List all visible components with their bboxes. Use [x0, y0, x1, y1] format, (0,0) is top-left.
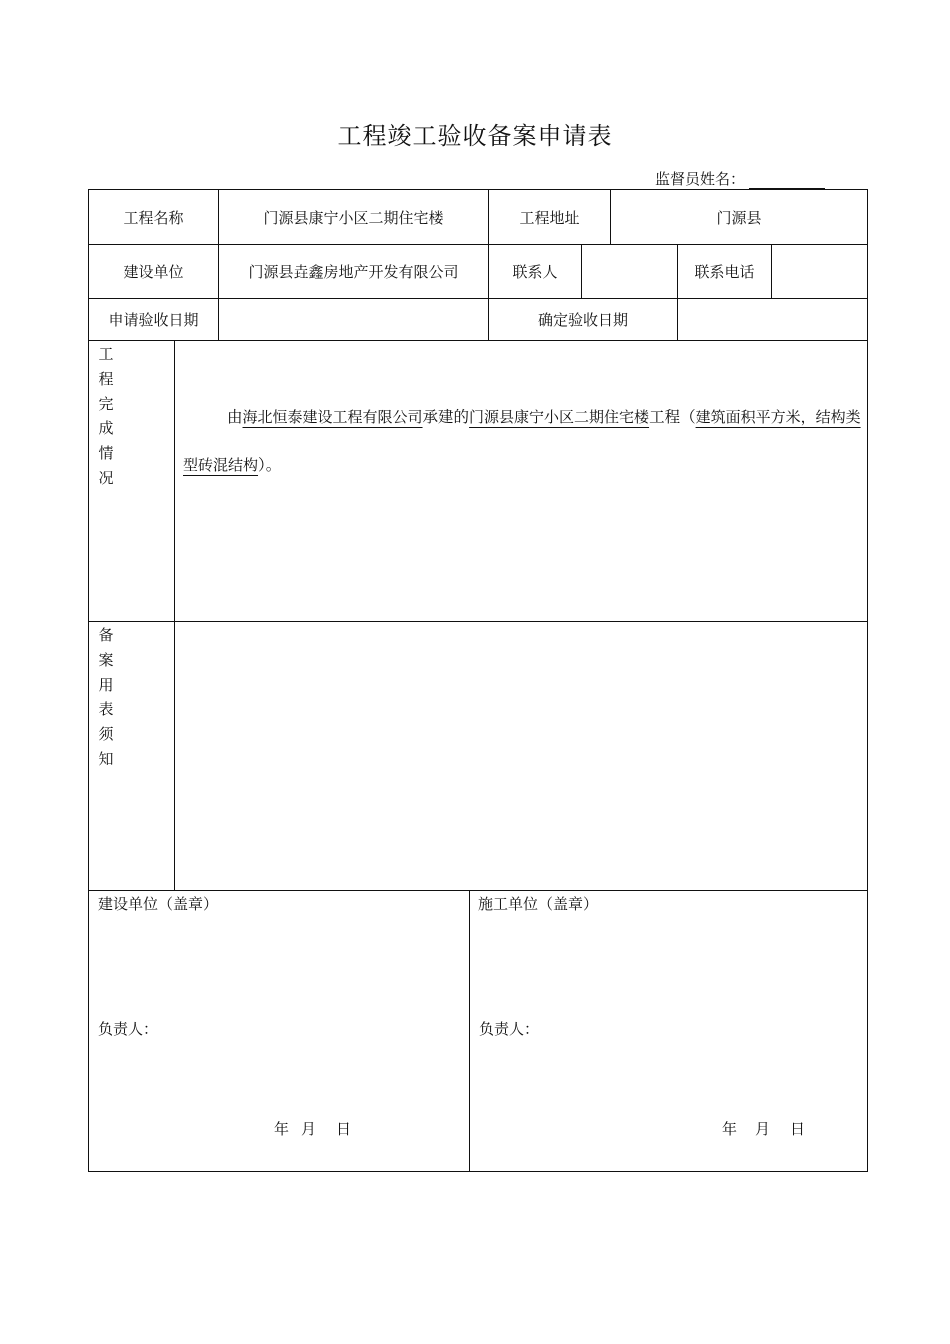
page-title: 工程竣工验收备案申请表: [337, 122, 613, 150]
apply-date-label: 申请验收日期: [108, 311, 199, 329]
table-rule: [469, 890, 470, 1172]
date-day: 日: [336, 1120, 352, 1138]
label-char: 案: [98, 650, 114, 669]
builder-value[interactable]: 门源县垚鑫房地产开发有限公司: [248, 263, 459, 281]
label-char: 程: [98, 369, 114, 388]
completion-label: [96, 342, 116, 491]
builder-seal-label: 建设单位（盖章）: [98, 895, 219, 913]
date-month: 月: [301, 1120, 317, 1138]
contact-label: 联系人: [512, 263, 558, 281]
confirm-date-value[interactable]: [678, 299, 867, 340]
label-char: 况: [98, 468, 114, 487]
label-char: 表: [98, 700, 114, 719]
date-month: 月: [755, 1120, 771, 1138]
contractor-name: 海北恒泰建设工程有限公司: [242, 408, 423, 426]
label-char: 须: [98, 725, 114, 744]
notice-content-area[interactable]: [176, 623, 866, 889]
date-day: 日: [790, 1120, 806, 1138]
date-year: 年: [722, 1120, 738, 1138]
label-char: 完: [98, 394, 114, 413]
builder-responsible-label: 负责人：: [98, 1020, 159, 1038]
completion-end: ）。: [258, 456, 282, 474]
table-rule: [174, 340, 175, 891]
apply-date-value[interactable]: [219, 299, 488, 340]
completion-mid: 承建的: [422, 408, 470, 426]
contractor-seal-label: 施工单位（盖章）: [478, 895, 599, 913]
phone-value[interactable]: [772, 245, 867, 298]
completion-project-suffix: 工程（: [649, 408, 696, 426]
project-address-value[interactable]: 门源县: [716, 208, 762, 227]
completion-prefix: 由: [227, 408, 243, 426]
phone-label: 联系电话: [694, 263, 755, 281]
completion-text: [183, 393, 861, 489]
contact-value[interactable]: [582, 245, 677, 298]
table-rule: [88, 340, 868, 341]
label-char: 成: [98, 419, 114, 438]
label-char: 知: [98, 749, 114, 768]
table-border-bottom: [88, 1171, 868, 1172]
project-name-label: 工程名称: [123, 208, 184, 227]
contractor-date: [722, 1118, 805, 1139]
project-name-value[interactable]: 门源县康宁小区二期住宅楼: [263, 208, 444, 227]
confirm-date-label: 确定验收日期: [537, 311, 628, 329]
project-name-inline: 门源县康宁小区二期住宅楼: [469, 408, 650, 426]
table-border-right: [867, 189, 868, 1172]
table-rule: [88, 621, 868, 622]
table-rule: [88, 890, 868, 891]
project-address-label: 工程地址: [519, 208, 580, 227]
builder-label: 建设单位: [123, 263, 184, 281]
builder-date: [274, 1118, 351, 1139]
label-char: 用: [98, 675, 114, 694]
label-char: 工: [98, 345, 114, 363]
date-year: 年: [274, 1120, 290, 1138]
supervisor-blank[interactable]: [749, 173, 825, 189]
supervisor-label: 监督员姓名：: [655, 170, 746, 188]
project-detail: 建筑面积平方米，结构类型砖混结构: [183, 408, 861, 474]
notice-label: [96, 623, 116, 772]
label-char: 备: [98, 626, 114, 644]
supervisor-name-field[interactable]: [655, 168, 825, 189]
label-char: 情: [98, 444, 114, 463]
contractor-responsible-label: 负责人：: [479, 1020, 540, 1038]
